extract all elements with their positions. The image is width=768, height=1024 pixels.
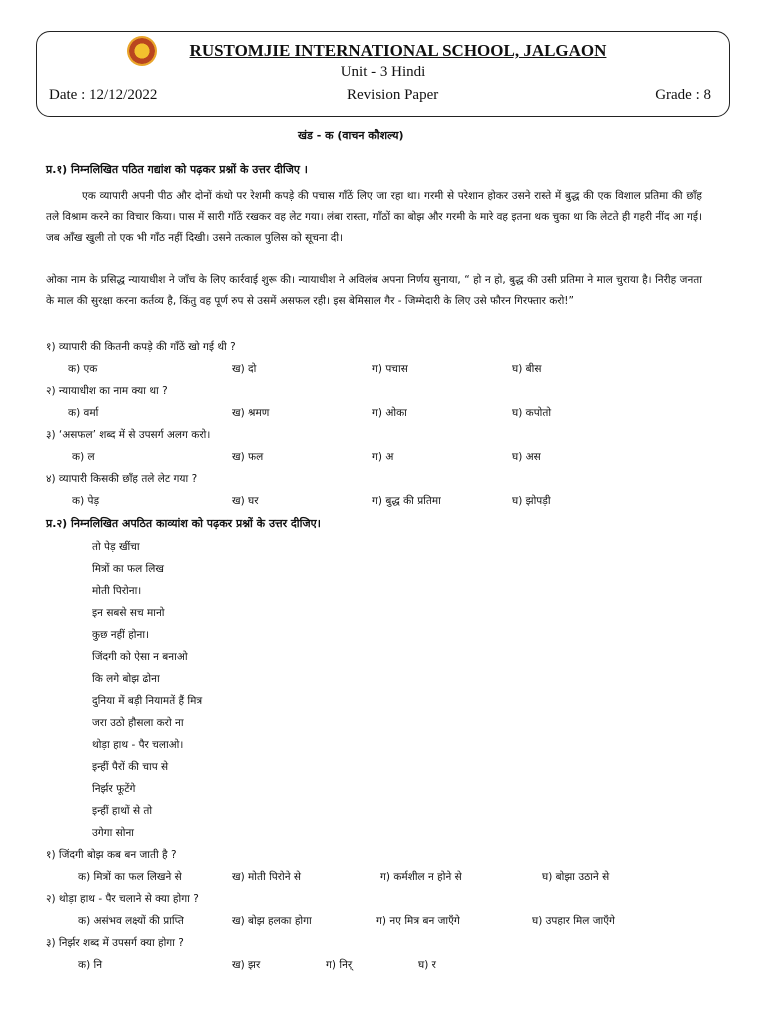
q1-q4-option-b: ख) घर	[232, 495, 259, 507]
q1-q2-option-a: क) वर्मा	[68, 407, 99, 419]
q2-q2-option-c: ग) नए मित्र बन जाएँगे	[376, 915, 460, 927]
q1-q4-option-c: ग) बुद्ध की प्रतिमा	[372, 495, 441, 507]
q1-question-2: २) न्यायाधीश का नाम क्या था ?	[46, 385, 168, 397]
q1-q2-option-c: ग) ओका	[372, 407, 407, 419]
q1-q4-option-d: घ) झोपड़ी	[512, 495, 551, 507]
poem-line-14: उगेगा सोना	[92, 827, 134, 839]
q2-q3-option-b: ख) झर	[232, 959, 261, 971]
q1-q1-option-c: ग) पचास	[372, 363, 408, 375]
q1-q3-option-b: ख) फल	[232, 451, 264, 463]
q2-q1-option-b: ख) मोती पिरोने से	[232, 871, 302, 883]
poem-line-7: कि लगे बोझ ढोना	[92, 673, 160, 685]
q1-title: प्र.१) निम्नलिखित पठित गद्यांश को पढ़कर प्रश्नों के उत्तर दीजिए ।	[46, 163, 308, 176]
poem-line-4: इन सबसे सच मानो	[92, 607, 165, 619]
q1-q3-option-c: ग) अ	[372, 451, 394, 463]
q1-question-1: १) व्यापारी की कितनी कपड़े की गाँठें खो गई थी ?	[46, 341, 236, 353]
poem-line-10: थोड़ा हाथ - पैर चलाओ।	[92, 739, 184, 751]
poem-line-9: जरा उठो हौसला करो ना	[92, 717, 184, 729]
unit-label: Unit - 3 Hindi	[340, 64, 426, 80]
q2-question-3: ३) निर्झर शब्द में उपसर्ग क्या होगा ?	[46, 937, 184, 949]
q1-question-3: ३) ‘असफल’ शब्द में से उपसर्ग अलग करो।	[46, 429, 211, 441]
q2-q2-option-b: ख) बोझ हलका होगा	[232, 915, 312, 927]
exam-date: Date : 12/12/2022	[49, 87, 158, 103]
q2-q1-option-a: क) मित्रों का फल लिखने से	[78, 871, 182, 883]
q1-paragraph-2: ओका नाम के प्रसिद्ध न्यायाधीश ने जाँच के लिए कार्रवाई शुरू की। न्यायाधीश ने अविलंब अपना निर्णय सुनाया, “ हो न हो, बुद्ध की उसी प्रतिमा ने माल चुराया है। निरीह जनता के माल की सुरक्षा करना कर्तव्य है, किंतु वह पूर्ण रुप से उसमें असफल रही। इस बेमिसाल गैर - जिम्मेदारी के लिए उसे फौरन गिरफ्तार करो!”	[46, 274, 702, 307]
q1-q3-option-a: क) ल	[72, 451, 95, 463]
q1-q3-option-d: घ) अस	[512, 451, 541, 463]
q1-q1-option-b: ख) दो	[232, 363, 257, 375]
q2-q2-option-d: घ) उपहार मिल जाएँगे	[532, 915, 615, 927]
q2-question-1: १) जिंदगी बोझ कब बन जाती है ?	[46, 849, 177, 861]
q2-question-2: २) थोड़ा हाथ - पैर चलाने से क्या होगा ?	[46, 893, 199, 905]
q2-q1-option-d: घ) बोझा उठाने से	[542, 871, 610, 883]
q1-question-4: ४) व्यापारी किसकी छाँह तले लेट गया ?	[46, 473, 198, 485]
poem-line-1: तो पेड़ खींचा	[92, 541, 140, 553]
q1-q2-option-b: ख) श्रमण	[232, 407, 270, 419]
poem-line-3: मोती पिरोना।	[92, 585, 142, 597]
poem-line-5: कुछ नहीं होना।	[92, 629, 150, 641]
q1-paragraph-1: एक व्यापारी अपनी पीठ और दोनों कंधो पर रेशमी कपड़े की पचास गाँठें लिए जा रहा था। गरमी से परेशान होकर उसने रास्ते में बुद्ध की एक विशाल प्रतिमा की छाँह तले विश्राम करने का विचार किया। पास में सारी गाँठें रखकर वह लेट गया। लंबा रास्ता, गाँठों का बोझ और गरमी के मारे वह इतना थक चुका था कि लेटते ही गहरी नींद आ गई। जब आँख खुली तो एक भी गाँठ नहीं दिखी। उसने तत्काल पुलिस को सूचना दी।	[46, 190, 702, 244]
poem-line-12: निर्झर फूटेंगे	[92, 783, 136, 795]
poem-line-8: दुनिया में बड़ी नियामतें हैं मित्र	[92, 695, 203, 707]
grade-label: Grade : 8	[655, 87, 711, 103]
section-title: खंड - क (वाचन कौशल्य)	[298, 129, 404, 142]
q1-q4-option-a: क) पेड़	[72, 495, 100, 507]
school-name: RUSTOMJIE INTERNATIONAL SCHOOL, JALGAON	[189, 41, 607, 60]
poem-line-11: इन्हीं पैरों की चाप से	[92, 761, 169, 773]
q2-q3-option-d: घ) र	[418, 959, 436, 971]
q2-q1-option-c: ग) कर्मशील न होने से	[380, 871, 462, 883]
q2-q2-option-a: क) असंभव लक्ष्यों की प्राप्ति	[78, 915, 184, 927]
q1-q2-option-d: घ) कपोतो	[512, 407, 552, 419]
poem-line-6: जिंदगी को ऐसा न बनाओ	[92, 651, 188, 663]
q1-q1-option-d: घ) बीस	[512, 363, 542, 375]
q2-q3-option-c: ग) निर्	[326, 959, 353, 971]
q2-q3-option-a: क) नि	[78, 959, 103, 971]
q1-q1-option-a: क) एक	[68, 363, 98, 375]
poem-line-13: इन्हीं हाथों से तो	[92, 805, 153, 817]
paper-title: Revision Paper	[347, 87, 439, 103]
header-box	[36, 31, 730, 117]
poem-line-2: मित्रों का फल लिख	[92, 563, 164, 575]
q2-title: प्र.२) निम्नलिखित अपठित काव्यांश को पढ़कर प्रश्नों के उत्तर दीजिए।	[46, 517, 321, 530]
